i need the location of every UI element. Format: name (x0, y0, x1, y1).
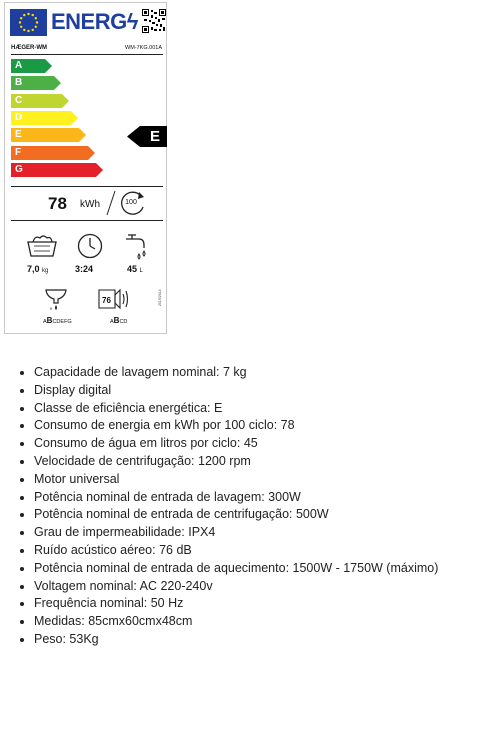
spec-item: • Consumo de energia em kWh por 100 ciclo: 78 (34, 417, 503, 435)
spec-item: • Grau de impermeabilidade: IPX4 (34, 524, 503, 542)
capacity-value: 7,0 (27, 264, 40, 274)
lightning-icon: ϟ (126, 9, 138, 34)
energy-bar-letter: F (15, 147, 22, 158)
noise-class: B (113, 316, 120, 325)
capacity-unit: kg (42, 268, 49, 274)
spec-item: • Display digital (34, 382, 503, 400)
energy-consumption (11, 189, 163, 219)
energy-bar-letter: G (15, 164, 23, 175)
regulation-code: 2019/2014 (158, 289, 162, 306)
kwh-value: 78 (48, 194, 67, 213)
noise-scale-start: A (110, 319, 114, 325)
noise-scale-rest: CD (119, 319, 128, 325)
energy-bar-a (11, 59, 53, 73)
spec-item: • Peso: 53Kg (34, 631, 503, 649)
spec-item: • Voltagem nominal: AC 220-240v (34, 578, 503, 596)
energy-bar-b (11, 76, 62, 90)
spec-item: • Motor universal (34, 471, 503, 489)
energy-class-letter: E (149, 128, 160, 145)
spin-class: B (46, 316, 53, 325)
spec-item: • Consumo de água em litros por ciclo: 45 (34, 435, 503, 453)
duration-value: 3:24 (75, 264, 94, 274)
qr-code-icon (142, 9, 166, 33)
spec-list (14, 364, 503, 649)
energy-bar-letter: A (15, 60, 23, 71)
spin-scale-start: A (43, 319, 47, 325)
kwh-unit: kWh (80, 199, 100, 210)
spec-item: • Classe de eficiência energética: E (34, 400, 503, 418)
brand-name: HÆGER-WM (11, 45, 47, 51)
energy-label (4, 2, 167, 334)
energy-bar-letter: C (15, 95, 23, 106)
divider (11, 220, 163, 221)
spec-item: • Potência nominal de entrada de aquecimento: 1500W - 1750W (máximo) (34, 560, 503, 578)
spec-item: • Medidas: 85cmx60cmx48cm (34, 613, 503, 631)
energy-bar-letter: E (15, 129, 22, 140)
energy-bar-e (11, 128, 87, 142)
spec-item: • Ruído acústico aéreo: 76 dB (34, 542, 503, 560)
clock-icon (76, 232, 104, 260)
energy-bar-letter: B (15, 77, 23, 88)
water-value: 45 (127, 264, 138, 274)
water-tap-icon (123, 233, 149, 261)
spin-drying-icon (41, 285, 71, 315)
energy-bar-d (11, 111, 79, 125)
spin-scale-rest: CDEFG (52, 319, 72, 325)
slash-divider (106, 189, 116, 217)
water-unit: L (139, 268, 143, 274)
model-code: WM-7KG.001A (125, 45, 162, 51)
energy-word: ENERG (51, 9, 127, 34)
spec-item: • Potência nominal de entrada de centrifugação: 500W (34, 506, 503, 524)
energy-bar-letter: D (15, 112, 23, 123)
energy-class-marker (127, 126, 167, 147)
spec-item: • Capacidade de lavagem nominal: 7 kg (34, 364, 503, 382)
laundry-basket-icon (25, 232, 59, 258)
eu-flag-icon (10, 9, 47, 36)
divider (11, 54, 163, 55)
spec-item: • Velocidade de centrifugação: 1200 rpm (34, 453, 503, 471)
energy-bar-g (11, 163, 104, 177)
cycles-value: 100 (125, 199, 137, 206)
energy-bar-f (11, 146, 96, 160)
spec-item: • Potência nominal de entrada de lavagem: 300W (34, 489, 503, 507)
divider (11, 186, 163, 187)
spec-item: • Frequência nominal: 50 Hz (34, 595, 503, 613)
noise-db-value: 76 (102, 296, 111, 305)
energy-bar-c (11, 94, 70, 108)
label-header (5, 3, 168, 41)
